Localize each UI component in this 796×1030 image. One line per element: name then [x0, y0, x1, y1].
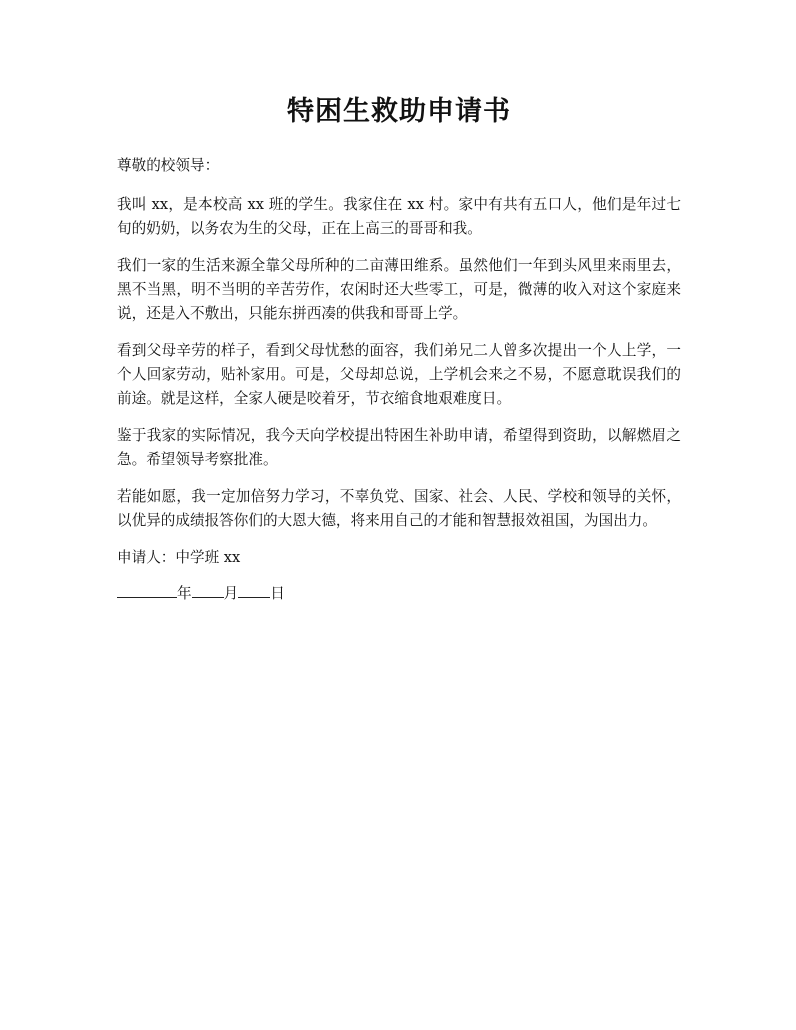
day-label: 日: [270, 585, 285, 602]
month-label: 月: [223, 585, 239, 602]
paragraph-family-income: 我们一家的生活来源全靠父母所种的二亩薄田维系。虽然他们一年到头风里来雨里去，黑不当黑，明不当明的辛苦劳作，农闲时还大些零工，可是，微薄的收入对这个家庭来说，还是入不敷出，只能东拼西凑的供我和哥哥上学。: [117, 257, 681, 322]
day-blank: [238, 581, 270, 598]
paragraph-parents-hardship: 看到父母辛劳的样子，看到父母忧愁的面容，我们弟兄二人曾多次提出一个人上学，一个人回家劳动，贴补家用。可是，父母却总说，上学机会来之不易，不愿意耽误我们的前途。就是这样，全家人硬是咬着牙，节衣缩食地艰难度日。: [117, 342, 681, 407]
year-blank: [117, 581, 177, 598]
applicant-signature: 申请人：中学班 xx: [117, 549, 241, 566]
paragraph-family-intro: 我叫 xx，是本校高 xx 班的学生。我家住在 xx 村。家中有共有五口人，他们是年过七旬的奶奶，以务农为生的父母，正在上高三的哥哥和我。: [117, 196, 681, 237]
date-line: [117, 581, 681, 606]
document-title: 特困生救助申请书: [287, 96, 511, 127]
salutation: 尊敬的校领导：: [117, 157, 220, 174]
year-label: 年: [177, 585, 192, 602]
paragraph-application-request: 鉴于我家的实际情况，我今天向学校提出特困生补助申请，希望得到资助，以解燃眉之急。希望领导考察批准。: [117, 427, 681, 468]
paragraph-commitment: 若能如愿，我一定加倍努力学习，不辜负党、国家、社会、人民、学校和领导的关怀，以优异的成绩报答你们的大恩大德，将来用自己的才能和智慧报效祖国，为国出力。: [117, 488, 681, 529]
document-body: [117, 92, 681, 606]
month-blank: [192, 581, 224, 598]
